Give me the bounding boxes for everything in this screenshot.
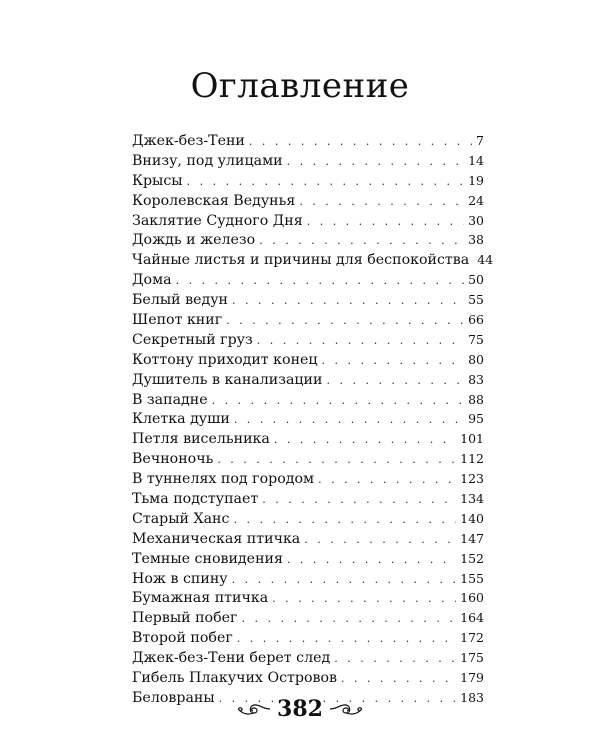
toc-entry	[132, 449, 484, 469]
toc-entry-title: Чайные листья и причины для беспокойства	[132, 252, 470, 269]
toc-entry-page: 80	[468, 351, 484, 367]
toc-entry	[132, 429, 484, 449]
toc-entry-title: В западне	[132, 391, 208, 408]
toc-entry-title: В туннелях под городом	[132, 471, 315, 488]
page-footer	[0, 696, 600, 722]
toc-entry-title: Дождь и железо	[132, 232, 256, 249]
toc-entry-page: 155	[460, 570, 484, 586]
toc-entry-page: 160	[460, 590, 484, 606]
toc-entry-page: 66	[468, 312, 484, 328]
toc-entry-page: 44	[477, 252, 494, 268]
toc-entry	[132, 350, 484, 370]
toc-entry	[132, 171, 484, 191]
dot-leader	[176, 271, 465, 291]
toc-entry	[132, 270, 484, 290]
toc-entry-title: Вечноночь	[132, 451, 214, 468]
dot-leader	[287, 550, 456, 570]
toc-entry-title: Второй побег	[132, 630, 233, 647]
dot-leader	[299, 192, 464, 212]
dot-leader	[232, 570, 457, 590]
toc-entry-page: 179	[460, 670, 484, 686]
toc-entry	[132, 648, 484, 668]
toc-entry-page: 24	[468, 192, 484, 208]
toc-entry-page: 164	[460, 610, 484, 626]
dot-leader	[287, 152, 465, 172]
toc-entry-page: 95	[468, 411, 484, 427]
toc-entry	[132, 409, 484, 429]
toc-entry-page: 152	[460, 550, 484, 566]
dot-leader	[241, 609, 456, 629]
toc-entry-page: 123	[460, 471, 484, 487]
toc-entry	[132, 310, 484, 330]
dot-leader	[262, 490, 456, 510]
dot-leader	[257, 331, 464, 351]
toc-entry-title: Секретный груз	[132, 331, 253, 348]
toc-entry-title: Клетка души	[132, 411, 230, 428]
toc-entry	[132, 569, 484, 589]
dot-leader	[233, 510, 456, 530]
dot-leader	[326, 371, 464, 391]
left-flourish-icon	[237, 702, 271, 716]
right-flourish-icon	[329, 702, 363, 716]
dot-leader	[322, 351, 465, 371]
dot-leader	[334, 649, 456, 669]
dot-leader	[259, 231, 464, 251]
toc-entry	[132, 191, 484, 211]
toc-entry	[132, 509, 484, 529]
toc-entry-title: Душитель в канализации	[132, 371, 323, 388]
toc-entry-title: Тьма подступает	[132, 491, 259, 508]
toc-entry	[132, 290, 484, 310]
dot-leader	[318, 470, 456, 490]
toc-entry	[132, 608, 484, 628]
dot-leader	[249, 132, 472, 152]
toc-entry-page: 30	[468, 212, 484, 228]
toc-entry-title: Королевская Ведунья	[132, 192, 296, 209]
toc-entry-title: Нож в спину	[132, 570, 228, 587]
toc-entry	[132, 230, 484, 250]
toc-entry	[132, 469, 484, 489]
toc-entry-page: 75	[468, 331, 484, 347]
toc-entry-page: 14	[468, 152, 484, 168]
toc-entry-title: Темные сновидения	[132, 550, 283, 567]
toc-entry-page: 147	[460, 530, 484, 546]
toc-entry-title: Дома	[132, 272, 172, 289]
toc-entry	[132, 668, 484, 688]
dot-leader	[217, 450, 456, 470]
toc-entry-title: Механическая птичка	[132, 530, 301, 547]
toc-entry-page: 183	[460, 689, 484, 705]
dot-leader	[304, 530, 456, 550]
table-of-contents	[132, 131, 494, 708]
toc-entry-title: Джек-без-Тени	[132, 133, 245, 149]
toc-entry-page: 112	[460, 451, 484, 467]
dot-leader	[341, 669, 456, 689]
page-number: 382	[277, 696, 323, 722]
toc-entry	[132, 211, 484, 231]
page-title: Оглавление	[190, 66, 410, 106]
dot-leader	[226, 311, 464, 331]
toc-entry	[132, 151, 484, 171]
toc-entry-title: Гибель Плакучих Островов	[132, 670, 338, 687]
toc-entry	[132, 628, 484, 648]
toc-entry-page: 172	[460, 630, 484, 646]
toc-entry-title: Старый Ханс	[132, 510, 230, 527]
dot-leader	[272, 589, 456, 609]
toc-entry-page: 50	[468, 272, 484, 288]
toc-entry-page: 55	[468, 292, 484, 308]
toc-entry-page: 175	[460, 650, 484, 666]
toc-entry-title: Петля висельника	[132, 431, 270, 448]
toc-entry	[132, 529, 484, 549]
dot-leader	[237, 629, 456, 649]
toc-entry	[132, 588, 484, 608]
toc-entry	[132, 489, 484, 509]
toc-entry-title: Первый побег	[132, 610, 238, 627]
toc-entry-page: 83	[468, 371, 484, 387]
dot-leader	[212, 391, 464, 411]
toc-entry-title: Внизу, под улицами	[132, 152, 283, 169]
toc-entry-page: 7	[476, 133, 484, 148]
dot-leader	[187, 172, 465, 192]
toc-entry-title: Белый ведун	[132, 292, 229, 309]
toc-entry-title: Заклятие Судного Дня	[132, 212, 303, 229]
toc-entry	[132, 250, 494, 270]
toc-entry-title: Джек-без-Тени берет след	[132, 650, 331, 667]
toc-entry-title: Беловраны	[132, 689, 215, 706]
toc-entry-title: Коттону приходит конец	[132, 351, 318, 368]
toc-entry-page: 134	[460, 491, 484, 507]
dot-leader	[234, 410, 464, 430]
toc-entry-page: 19	[468, 172, 484, 188]
toc-entry	[132, 390, 484, 410]
dot-leader	[274, 430, 456, 450]
toc-entry	[132, 330, 484, 350]
dot-leader	[232, 291, 464, 311]
toc-entry	[132, 549, 484, 569]
toc-entry-page: 101	[460, 431, 484, 447]
toc-entry-title: Крысы	[132, 172, 183, 189]
toc-entry	[132, 370, 484, 390]
toc-entry-title: Шепот книг	[132, 312, 223, 329]
dot-leader	[307, 212, 464, 232]
toc-entry-page: 88	[468, 391, 484, 407]
toc-entry-page: 38	[468, 232, 484, 248]
toc-entry-title: Бумажная птичка	[132, 590, 269, 607]
toc-entry-page: 140	[460, 510, 484, 526]
toc-entry	[132, 131, 484, 151]
